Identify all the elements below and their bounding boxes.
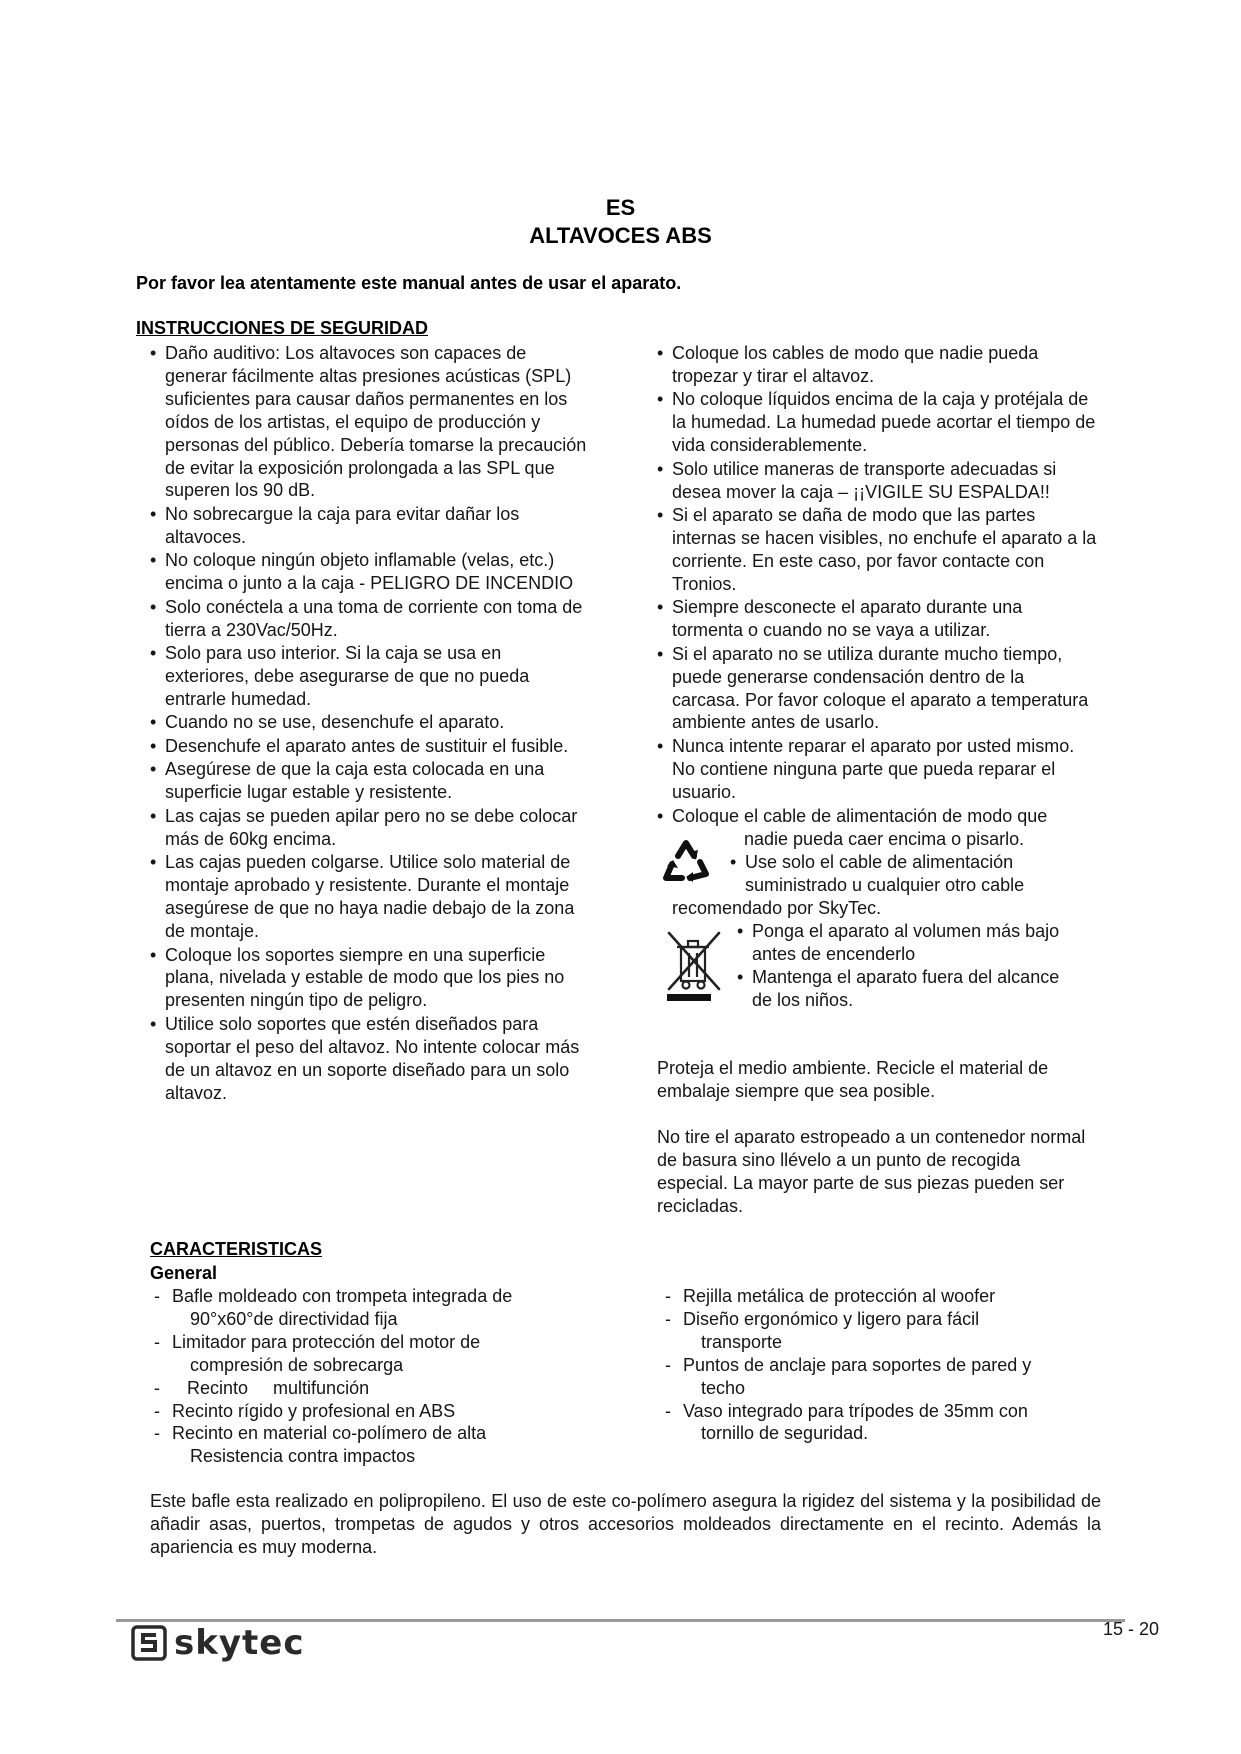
feature-item: - Recinto multifunción [150, 1377, 600, 1400]
supplied-cable-cont2: recomendado por SkyTec. [672, 898, 882, 918]
features-subheading: General [150, 1263, 218, 1283]
volume-item-cont: antes de encenderlo [752, 944, 916, 964]
brand-name: skytec [174, 1623, 305, 1663]
disposal-note: No tire el aparato estropeado a un contenedor normal de basura sino llévelo a un punto de recogida especial. La mayor parte de sus piezas pueden ser recicladas. [657, 1127, 1086, 1216]
supplied-cable-cont: suministrado u cualquier otro cable [745, 875, 1025, 895]
safety-heading: INSTRUCCIONES DE SEGURIDAD [136, 318, 429, 338]
weee-bin-icon [665, 929, 723, 1003]
safety-left-column [150, 342, 590, 1105]
safety-item: • Solo conéctela a una toma de corriente con toma de tierra a 230Vac/50Hz. [150, 596, 590, 642]
cable-item-cont: nadie pueda caer encima o pisarlo. [744, 829, 1025, 849]
page-number: 15 - 20 [1102, 1619, 1159, 1639]
safety-item: • Solo utilice maneras de transporte adecuadas si desea mover la caja – ¡¡VIGILE SU ESPALDA!! [657, 458, 1097, 504]
feature-item: - Vaso integrado para trípodes de 35mm con tornillo de seguridad. [661, 1400, 1101, 1446]
feature-item: - Recinto en material co-polímero de alta Resistencia contra impactos [150, 1422, 600, 1468]
safety-item: • Asegúrese de que la caja esta colocada en una superficie lugar estable y resistente. [150, 758, 590, 804]
language-code: ES [605, 195, 636, 220]
brand-logo [131, 1623, 304, 1663]
feature-item: - Limitador para protección del motor de compresión de sobrecarga [150, 1331, 600, 1377]
children-item-cont: de los niños. [752, 990, 854, 1010]
feature-item: - Puntos de anclaje para soportes de pared y techo [661, 1354, 1101, 1400]
safety-item: • Coloque los cables de modo que nadie pueda tropezar y tirar el altavoz. [657, 342, 1097, 388]
safety-list-left [150, 342, 590, 1104]
safety-item: • Coloque los soportes siempre en una superficie plana, nivelada y estable de modo que los pies no presenten ningún tipo de peligro. [150, 944, 590, 1013]
safety-item: • No sobrecargue la caja para evitar dañar los altavoces. [150, 503, 590, 549]
intro-notice: Por favor lea atentamente este manual antes de usar el aparato. [136, 273, 682, 293]
safety-item: • Si el aparato se daña de modo que las partes internas se hacen visibles, no enchufe el aparato a la corriente. En este caso, por favor contacte con Tronios. [657, 504, 1097, 596]
safety-item: • No coloque líquidos encima de la caja y protéjala de la humedad. La humedad puede acortar el tiempo de vida considerablemente. [657, 388, 1097, 457]
features-list-left [150, 1285, 600, 1468]
safety-item: • No coloque ningún objeto inflamable (velas, etc.) encima o junto a la caja - PELIGRO DE INCENDIO [150, 549, 590, 595]
features-right-column [661, 1285, 1101, 1445]
safety-item: • Si el aparato no se utiliza durante mucho tiempo, puede generarse condensación dentro de la carcasa. Por favor coloque el aparato a temperatura ambiente antes de usarlo. [657, 643, 1097, 735]
safety-item: • Daño auditivo: Los altavoces son capaces de generar fácilmente altas presiones acústicas (SPL) suficientes para causar daños permanentes en los oídos de los artistas, el equipo de producción y personas del público. Debería tomarse la precaución de evitar la exposición prolongada a las SPL que superen los 90 dB. [150, 342, 590, 502]
children-item: • Mantenga el aparato fuera del alcance [737, 967, 1060, 987]
feature-item: - Diseño ergonómico y ligero para fácil transporte [661, 1308, 1101, 1354]
feature-item: - Bafle moldeado con trompeta integrada de 90°x60°de directividad fija [150, 1285, 600, 1331]
safety-item: • Las cajas pueden colgarse. Utilice solo material de montaje aprobado y resistente. Durante el montaje asegúrese de que no haya nadie debajo de la zona de montaje. [150, 851, 590, 943]
safety-item: • Utilice solo soportes que estén diseñados para soportar el peso del altavoz. No intente colocar más de un altavoz en un soporte diseñado para un solo altavoz. [150, 1013, 590, 1105]
volume-item: • Ponga el aparato al volumen más bajo [737, 921, 1060, 941]
recycle-icon [660, 838, 712, 886]
feature-item: - Rejilla metálica de protección al woofer [661, 1285, 1101, 1308]
features-list-right [661, 1285, 1101, 1445]
page-title: ALTAVOCES ABS [529, 223, 712, 248]
cable-item: • Coloque el cable de alimentación de modo que [657, 806, 1048, 826]
safety-item: • Solo para uso interior. Si la caja se usa en exteriores, debe asegurarse de que no pueda entrarle humedad. [150, 642, 590, 711]
footer-divider [116, 1619, 1125, 1622]
safety-right-column [657, 342, 1097, 804]
features-description: Este bafle esta realizado en polipropileno. El uso de este co-polímero asegura la rigidez del sistema y la posibilidad de añadir asas, puertos, trompetas de agudos y otros accesorios moldeados directamente en el recinto. Además la apariencia es muy moderna. [150, 1491, 1101, 1557]
features-heading: CARACTERISTICAS [150, 1239, 323, 1259]
safety-item: • Nunca intente reparar el aparato por usted mismo. No contiene ninguna parte que pueda reparar el usuario. [657, 735, 1097, 804]
safety-item: • Siempre desconecte el aparato durante una tormenta o cuando no se vaya a utilizar. [657, 596, 1097, 642]
environment-note: Proteja el medio ambiente. Recicle el material de embalaje siempre que sea posible. [657, 1058, 1049, 1101]
safety-item: • Las cajas se pueden apilar pero no se debe colocar más de 60kg encima. [150, 805, 590, 851]
safety-item: • Desenchufe el aparato antes de sustituir el fusible. [150, 735, 590, 758]
supplied-cable-item: • Use solo el cable de alimentación [730, 852, 1014, 872]
safety-list-right [657, 342, 1097, 804]
feature-item: - Recinto rígido y profesional en ABS [150, 1400, 600, 1423]
safety-item: • Cuando no se use, desenchufe el aparato. [150, 711, 590, 734]
skytec-logo-icon [131, 1625, 167, 1661]
features-left-column [150, 1285, 600, 1468]
